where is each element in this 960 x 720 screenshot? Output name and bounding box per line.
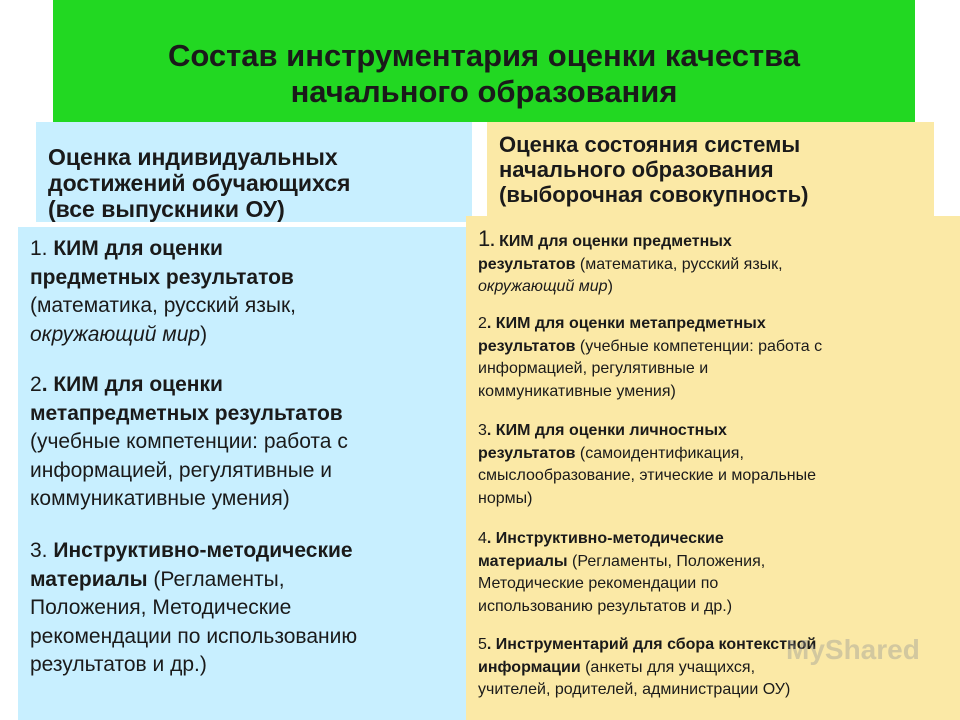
item-bold-line-2: предметных результатов [30, 265, 294, 289]
left-heading-line-3: (все выпускники ОУ) [48, 196, 285, 222]
item-text-line-1: (Регламенты, [147, 567, 285, 591]
item-bold-line-1: . Инструктивно-методические [486, 530, 724, 547]
item-text-line-1: (математика, русский язык, [575, 255, 783, 273]
item-bold-line-2: метапредметных результатов [30, 401, 343, 425]
item-bold-line-2: материалы [30, 567, 148, 591]
left-heading-line-2: достижений обучающихся [48, 170, 351, 196]
right-list-item-1 [478, 228, 958, 299]
right-heading-line-3: (выборочная совокупность) [499, 182, 809, 207]
item-bold-line-1: . КИМ для оценки предметных [490, 233, 732, 250]
item-text-line-2: учителей, родителей, администрации ОУ) [478, 681, 791, 698]
item-bold-line-1: Инструктивно-методические [47, 539, 353, 562]
item-number: 2 [30, 373, 42, 396]
item-bold-line-2: результатов [478, 255, 576, 273]
item-number: 4 [478, 530, 487, 547]
item-text-line-1: (анкеты для учащихся, [580, 658, 756, 676]
title-line-2: начального образования [290, 74, 678, 109]
item-bold-line-2: материалы [478, 552, 568, 570]
item-text-line-3: нормы) [478, 489, 533, 507]
item-bold-line-1: . КИМ для оценки [41, 373, 223, 396]
item-text-line-2: ) [607, 278, 613, 295]
item-text-line-4: результатов и др.) [30, 653, 207, 676]
item-italic-text: окружающий мир [478, 278, 608, 295]
item-bold-line-1: . КИМ для оценки личностных [486, 422, 727, 439]
item-number: 1. [30, 237, 48, 260]
item-text-line-3: коммуникативные умения) [30, 487, 290, 510]
item-italic-text: окружающий мир [30, 322, 201, 346]
item-text-line-1: (самоидентификация, [575, 444, 744, 462]
right-heading-box [487, 122, 934, 218]
item-number: 3 [478, 422, 487, 439]
item-text-line-2: Методические рекомендации по [478, 575, 719, 592]
left-heading-box [36, 122, 472, 222]
item-number: 5 [478, 636, 487, 653]
right-heading-line-2: начального образования [499, 157, 774, 182]
item-number: 3. [30, 539, 48, 562]
item-bold-line-2: результатов [478, 444, 576, 462]
item-text-line-1: (учебные компетенции: работа с [30, 430, 348, 453]
page-title [53, 38, 915, 110]
item-text-line-1: (Регламенты, Положения, [567, 552, 766, 570]
item-text-line-2: смыслообразование, этические и моральные [478, 467, 817, 484]
left-list-item-2 [30, 371, 475, 514]
left-list-box [18, 227, 466, 720]
title-line-1: Состав инструментария оценки качества [167, 38, 801, 73]
right-heading-line-1: Оценка состояния системы [499, 132, 801, 157]
item-text-line-2: информацией, регулятивные и [30, 458, 333, 482]
item-number: 2 [478, 315, 487, 332]
item-text-line-2: ) [200, 322, 208, 346]
title-banner [53, 0, 915, 122]
left-heading [48, 144, 350, 222]
left-heading-line-1: Оценка индивидуальных [48, 144, 338, 170]
item-number: 1 [478, 226, 491, 251]
item-bold-line-1: КИМ для оценки [47, 237, 223, 260]
item-text-line-2: информацией, регулятивные и [478, 360, 709, 377]
item-text-line-2: Положения, Методические [30, 596, 292, 619]
item-text-line-1: (учебные компетенции: работа с [575, 337, 823, 355]
right-list-item-3 [478, 420, 958, 510]
item-text-line-3: использованию результатов и др.) [478, 597, 733, 615]
item-text-line-1: (математика, русский язык, [30, 294, 297, 317]
right-list-item-4 [478, 528, 958, 618]
left-list-item-1 [30, 235, 475, 349]
item-bold-line-2: результатов [478, 337, 576, 355]
right-list-item-2 [478, 313, 958, 403]
right-heading [499, 132, 808, 207]
watermark-logo: MyShared [786, 634, 920, 665]
item-text-line-3: рекомендации по использованию [30, 624, 358, 648]
item-bold-line-1: . КИМ для оценки метапредметных [486, 315, 766, 332]
item-bold-line-1: . Инструментарий для сбора контекстной [486, 636, 817, 653]
item-text-line-3: коммуникативные умения) [478, 382, 676, 400]
left-list-item-3 [30, 537, 475, 680]
item-bold-line-2: информации [478, 658, 581, 676]
